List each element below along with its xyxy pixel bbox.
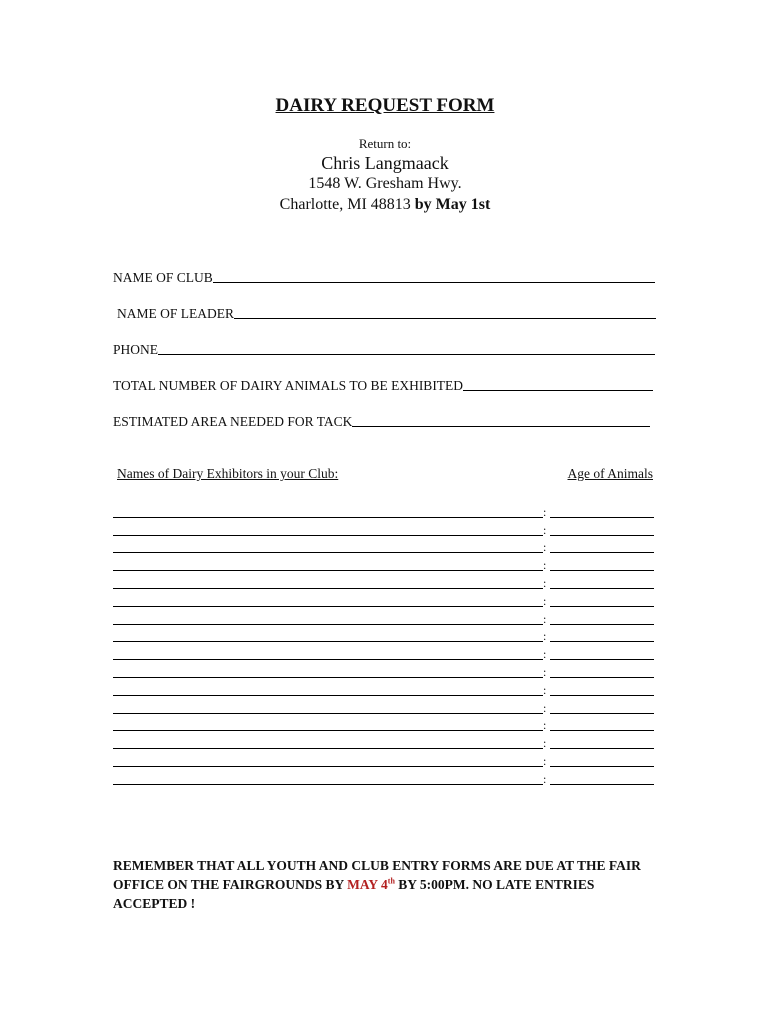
notice-due-date bbox=[347, 877, 395, 892]
exhibitor-rows bbox=[113, 500, 654, 785]
notice-date-main: MAY 4 bbox=[347, 877, 388, 892]
phone-input-line[interactable] bbox=[158, 340, 655, 355]
exhibitor-row bbox=[113, 767, 654, 785]
leader-name-field bbox=[117, 304, 656, 322]
animal-count-field bbox=[113, 376, 653, 394]
phone-field bbox=[113, 340, 655, 358]
row-separator: : bbox=[543, 522, 547, 537]
row-separator: : bbox=[543, 718, 547, 733]
row-separator: : bbox=[543, 771, 547, 786]
recipient-name: Chris Langmaack bbox=[321, 153, 449, 173]
address-city-line bbox=[0, 196, 770, 214]
exhibitor-row bbox=[113, 642, 654, 660]
deadline-text: by May 1st bbox=[414, 196, 491, 213]
leader-name-input-line[interactable] bbox=[234, 304, 656, 319]
tack-area-label: ESTIMATED AREA NEEDED FOR TACK bbox=[113, 414, 353, 429]
exhibitor-row bbox=[113, 678, 654, 696]
tack-area-field bbox=[113, 412, 650, 430]
row-separator: : bbox=[543, 736, 547, 751]
exhibitor-row bbox=[113, 749, 654, 767]
exhibitor-row bbox=[113, 660, 654, 678]
row-separator: : bbox=[543, 664, 547, 679]
exhibitor-row bbox=[113, 500, 654, 518]
notice-text-end: BY 5:00PM. NO LATE ENTRIES ACCEPTED ! bbox=[113, 877, 595, 911]
exhibitor-row bbox=[113, 696, 654, 714]
exhibitor-row bbox=[113, 518, 654, 536]
row-separator: : bbox=[543, 629, 547, 644]
address-city: Charlotte, MI 48813 bbox=[279, 196, 411, 213]
animal-count-label: TOTAL NUMBER OF DAIRY ANIMALS TO BE EXHIBITED bbox=[113, 378, 464, 393]
club-name-label: NAME OF CLUB bbox=[113, 270, 213, 285]
animal-age-input-line[interactable] bbox=[550, 784, 654, 785]
exhibitor-names-header bbox=[117, 466, 338, 482]
phone-label: PHONE bbox=[113, 342, 159, 357]
exhibitor-names-header-colon: : bbox=[334, 466, 339, 481]
animal-age-header: Age of Animals bbox=[567, 466, 653, 481]
exhibitor-row bbox=[113, 589, 654, 607]
row-separator: : bbox=[543, 611, 547, 626]
row-separator: : bbox=[543, 700, 547, 715]
animal-count-input-line[interactable] bbox=[463, 376, 653, 391]
exhibitor-row bbox=[113, 536, 654, 554]
row-separator: : bbox=[543, 682, 547, 697]
club-name-input-line[interactable] bbox=[213, 268, 655, 283]
row-separator: : bbox=[543, 575, 547, 590]
row-separator: : bbox=[543, 753, 547, 768]
row-separator: : bbox=[543, 647, 547, 662]
exhibitor-row bbox=[113, 731, 654, 749]
row-separator: : bbox=[543, 540, 547, 555]
club-name-field bbox=[113, 268, 655, 286]
row-separator: : bbox=[543, 504, 547, 519]
notice-date-suffix: th bbox=[387, 876, 395, 886]
form-title: DAIRY REQUEST FORM bbox=[275, 95, 495, 116]
due-date-notice bbox=[113, 856, 653, 913]
exhibitor-row bbox=[113, 607, 654, 625]
address-street: 1548 W. Gresham Hwy. bbox=[308, 175, 462, 192]
row-separator: : bbox=[543, 558, 547, 573]
row-separator: : bbox=[543, 593, 547, 608]
exhibitor-name-input-line[interactable] bbox=[113, 784, 543, 785]
tack-area-input-line[interactable] bbox=[352, 412, 650, 427]
leader-name-label: NAME OF LEADER bbox=[117, 306, 234, 321]
exhibitor-row bbox=[113, 553, 654, 571]
exhibitor-row bbox=[113, 571, 654, 589]
exhibitor-row bbox=[113, 714, 654, 732]
notice-text-start: REMEMBER THAT ALL YOUTH AND CLUB ENTRY FORMS ARE DUE AT THE FAIR OFFICE ON THE FAIRGROUNDS BY bbox=[113, 858, 641, 892]
exhibitor-row bbox=[113, 625, 654, 643]
return-to-label: Return to: bbox=[358, 136, 412, 151]
exhibitor-names-header-text: Names of Dairy Exhibitors in your Club bbox=[117, 466, 335, 481]
